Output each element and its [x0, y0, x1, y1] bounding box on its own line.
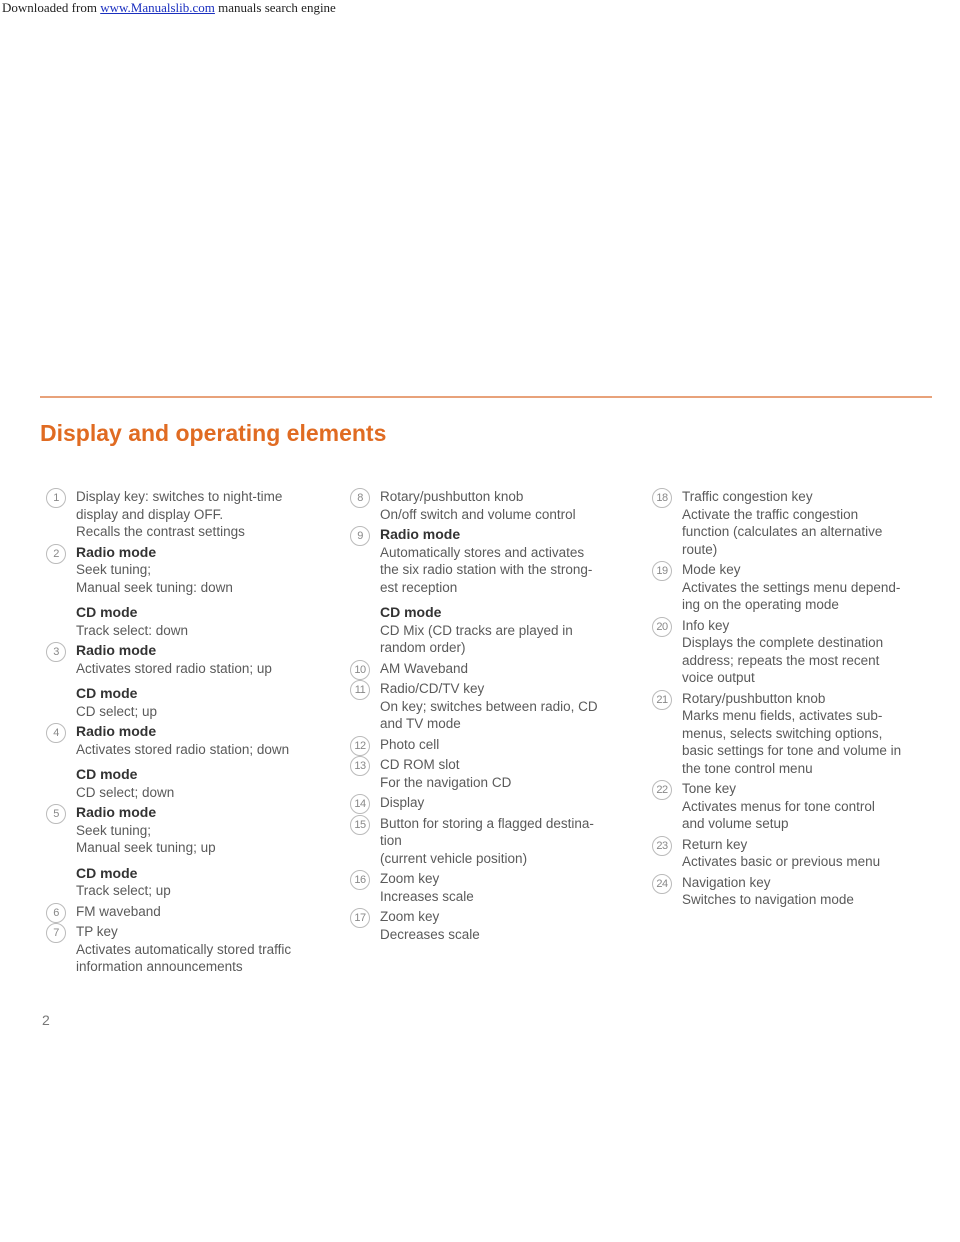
item-text: Switches to navigation mode	[682, 892, 854, 907]
download-banner	[0, 0, 960, 16]
item-text: For the navigation CD	[380, 774, 512, 790]
item-number: 23	[652, 836, 672, 856]
column-1	[46, 488, 336, 976]
list-item	[350, 756, 650, 791]
list-item	[652, 836, 937, 871]
item-text: Zoom key	[380, 871, 440, 886]
item-text: est reception	[380, 579, 458, 595]
page-number: 2	[42, 1012, 50, 1028]
item-text: route)	[682, 541, 718, 557]
item-text: (current vehicle position)	[380, 850, 528, 866]
item-text: Increases scale	[380, 888, 474, 904]
list-item	[350, 794, 650, 812]
item-text: AM Waveband	[380, 660, 469, 676]
item-text: CD Mix (CD tracks are played in	[380, 622, 573, 638]
page-title: Display and operating elements	[40, 420, 387, 446]
list-item	[46, 903, 336, 921]
banner-suffix: manuals search engine	[214, 0, 336, 15]
item-text: Info key	[682, 617, 730, 633]
item-text: Mode key	[682, 562, 741, 577]
item-text: the tone control menu	[682, 760, 813, 776]
item-text: address; repeats the most recent	[682, 652, 880, 668]
item-text: Traffic congestion key	[682, 489, 813, 504]
item-text: Automatically stores and activates	[380, 544, 585, 560]
item-text: tion	[380, 833, 402, 848]
list-item	[350, 488, 650, 523]
item-number: 13	[350, 756, 370, 776]
list-item	[652, 690, 937, 778]
list-item	[652, 561, 937, 614]
item-text: CD select; down	[76, 784, 175, 800]
item-text: Manual seek tuning: down	[76, 579, 233, 595]
item-text: Marks menu fields, activates sub-	[682, 708, 883, 723]
list-item	[46, 488, 336, 541]
item-text: Track select; up	[76, 883, 171, 898]
item-number: 14	[350, 794, 370, 814]
list-item	[350, 526, 650, 657]
list-item	[46, 804, 336, 900]
item-number: 1	[46, 488, 66, 508]
item-text: Decreases scale	[380, 926, 480, 942]
column-3	[652, 488, 937, 909]
item-number: 15	[350, 815, 370, 835]
item-text: Display key: switches to night-time	[76, 489, 283, 504]
list-item	[46, 642, 336, 720]
item-text: CD select; up	[76, 703, 158, 719]
item-text: Rotary/pushbutton knob	[682, 690, 826, 706]
section-rule	[40, 396, 932, 398]
list-item	[46, 544, 336, 640]
item-text: Track select: down	[76, 622, 189, 638]
item-text: Activates stored radio station; down	[76, 741, 290, 757]
list-item	[46, 723, 336, 801]
item-number: 24	[652, 874, 672, 894]
item-text: On/off switch and volume control	[380, 506, 576, 522]
item-text: TP key	[76, 924, 118, 939]
item-text: Activates menus for tone control	[682, 798, 875, 814]
item-text: Activates basic or previous menu	[682, 854, 881, 869]
item-number: 16	[350, 870, 370, 890]
item-number: 10	[350, 660, 370, 680]
item-text: Seek tuning;	[76, 562, 152, 577]
mode-heading: CD mode	[76, 685, 138, 701]
item-number: 22	[652, 780, 672, 800]
list-item	[652, 874, 937, 909]
item-text: function (calculates an alternative	[682, 524, 883, 539]
item-text: information announcements	[76, 959, 243, 974]
item-number: 21	[652, 690, 672, 710]
item-text: Navigation key	[682, 874, 771, 890]
list-item	[350, 908, 650, 943]
item-text: menus, selects switching options,	[682, 725, 883, 741]
item-number: 8	[350, 488, 370, 508]
item-number: 7	[46, 923, 66, 943]
banner-prefix: Downloaded from	[2, 0, 101, 15]
item-text: random order)	[380, 640, 466, 655]
item-text: and volume setup	[682, 816, 789, 831]
item-text: Activates the settings menu depend-	[682, 579, 901, 595]
item-number: 4	[46, 723, 66, 743]
item-text: Recalls the contrast settings	[76, 524, 245, 539]
item-text: Rotary/pushbutton knob	[380, 489, 524, 504]
item-text: FM waveband	[76, 903, 161, 919]
list-item	[350, 870, 650, 905]
item-number: 11	[350, 680, 370, 700]
mode-heading: Radio mode	[76, 543, 157, 560]
item-text: Radio/CD/TV key	[380, 681, 485, 696]
item-text: basic settings for tone and volume in	[682, 743, 902, 758]
list-item	[652, 780, 937, 833]
item-text: display and display OFF.	[76, 506, 224, 522]
item-text: the six radio station with the strong-	[380, 562, 593, 577]
manualslib-link[interactable]: www.Manualslib.com	[100, 0, 215, 15]
item-number: 17	[350, 908, 370, 928]
mode-heading: CD mode	[76, 766, 138, 782]
item-text: Tone key	[682, 781, 737, 796]
item-text: Photo cell	[380, 736, 440, 752]
mode-heading: Radio mode	[76, 642, 157, 658]
item-number: 19	[652, 561, 672, 581]
item-text: Display	[380, 795, 425, 810]
item-text: CD ROM slot	[380, 757, 460, 772]
item-text: Activate the traffic congestion	[682, 506, 859, 522]
item-text: ing on the operating mode	[682, 597, 839, 612]
item-number: 3	[46, 642, 66, 662]
mode-heading: Radio mode	[76, 804, 157, 820]
item-text: Activates stored radio station; up	[76, 660, 272, 676]
mode-heading: CD mode	[76, 864, 138, 881]
item-text: Activates automatically stored traffic	[76, 941, 292, 957]
column-2	[350, 488, 650, 943]
item-text: Button for storing a flagged destina-	[380, 815, 594, 831]
item-text: Zoom key	[380, 909, 440, 924]
item-text: Return key	[682, 836, 748, 852]
item-number: 12	[350, 736, 370, 756]
list-item	[350, 680, 650, 733]
list-item	[350, 815, 650, 868]
item-text: Manual seek tuning; up	[76, 840, 216, 855]
list-item	[350, 660, 650, 678]
list-item	[652, 488, 937, 558]
item-text: voice output	[682, 670, 755, 685]
item-text: Displays the complete destination	[682, 635, 884, 650]
list-item	[652, 617, 937, 687]
mode-heading: Radio mode	[380, 526, 461, 542]
item-number: 5	[46, 804, 66, 824]
item-number: 2	[46, 544, 66, 564]
item-text: On key; switches between radio, CD	[380, 698, 598, 714]
item-number: 6	[46, 903, 66, 923]
item-text: Seek tuning;	[76, 822, 152, 838]
list-item	[350, 736, 650, 754]
item-number: 9	[350, 526, 370, 546]
mode-heading: CD mode	[380, 604, 442, 620]
mode-heading: Radio mode	[76, 723, 157, 739]
list-item	[46, 923, 336, 976]
item-text: and TV mode	[380, 716, 461, 731]
mode-heading: CD mode	[76, 604, 138, 620]
item-number: 18	[652, 488, 672, 508]
item-number: 20	[652, 617, 672, 637]
